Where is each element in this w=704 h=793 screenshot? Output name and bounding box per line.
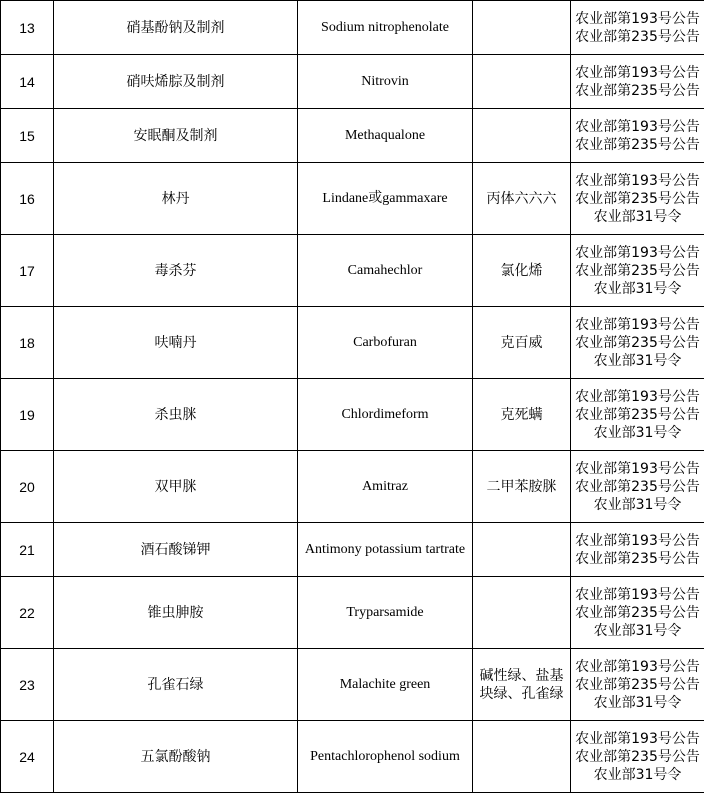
notice-line: 农业部第193号公告 xyxy=(571,10,704,28)
notice-references xyxy=(571,721,704,793)
chinese-name: 呋喃丹 xyxy=(54,307,298,379)
alias-name xyxy=(473,1,571,55)
notice-line: 农业部第193号公告 xyxy=(571,172,704,190)
row-number: 19 xyxy=(1,379,54,451)
notice-line: 农业部第193号公告 xyxy=(571,586,704,604)
notice-line: 农业部31号令 xyxy=(571,208,704,226)
notice-line: 农业部第193号公告 xyxy=(571,64,704,82)
notice-references xyxy=(571,1,704,55)
notice-line: 农业部第235号公告 xyxy=(571,748,704,766)
english-name: Chlordimeform xyxy=(298,379,473,451)
notice-line: 农业部第193号公告 xyxy=(571,244,704,262)
notice-line: 农业部第235号公告 xyxy=(571,82,704,100)
chinese-name: 酒石酸锑钾 xyxy=(54,523,298,577)
chinese-name: 硝呋烯腙及制剂 xyxy=(54,55,298,109)
english-name: Lindane或gammaxare xyxy=(298,163,473,235)
notice-references xyxy=(571,649,704,721)
row-number: 17 xyxy=(1,235,54,307)
english-name: Pentachlorophenol sodium xyxy=(298,721,473,793)
row-number: 15 xyxy=(1,109,54,163)
notice-line: 农业部31号令 xyxy=(571,694,704,712)
table-row xyxy=(1,307,704,379)
alias-name xyxy=(473,55,571,109)
row-number: 23 xyxy=(1,649,54,721)
table-row xyxy=(1,577,704,649)
row-number: 22 xyxy=(1,577,54,649)
english-name: Antimony potassium tartrate xyxy=(298,523,473,577)
table-row xyxy=(1,721,704,793)
table-row xyxy=(1,55,704,109)
notice-line: 农业部第193号公告 xyxy=(571,532,704,550)
chinese-name: 安眠酮及制剂 xyxy=(54,109,298,163)
notice-references xyxy=(571,55,704,109)
notice-references xyxy=(571,379,704,451)
table-row xyxy=(1,235,704,307)
row-number: 18 xyxy=(1,307,54,379)
notice-line: 农业部第235号公告 xyxy=(571,28,704,46)
alias-name: 丙体六六六 xyxy=(473,163,571,235)
table-row xyxy=(1,451,704,523)
notice-references xyxy=(571,235,704,307)
notice-line: 农业部第235号公告 xyxy=(571,334,704,352)
notice-line: 农业部第235号公告 xyxy=(571,136,704,154)
english-name: Malachite green xyxy=(298,649,473,721)
alias-name xyxy=(473,577,571,649)
chinese-name: 五氯酚酸钠 xyxy=(54,721,298,793)
notice-references xyxy=(571,577,704,649)
chinese-name: 杀虫脒 xyxy=(54,379,298,451)
chinese-name: 双甲脒 xyxy=(54,451,298,523)
chinese-name: 毒杀芬 xyxy=(54,235,298,307)
alias-name xyxy=(473,523,571,577)
english-name: Camahechlor xyxy=(298,235,473,307)
chinese-name: 林丹 xyxy=(54,163,298,235)
english-name: Tryparsamide xyxy=(298,577,473,649)
notice-line: 农业部第235号公告 xyxy=(571,262,704,280)
notice-line: 农业部第235号公告 xyxy=(571,604,704,622)
english-name: Sodium nitrophenolate xyxy=(298,1,473,55)
chinese-name: 锥虫胂胺 xyxy=(54,577,298,649)
notice-line: 农业部第235号公告 xyxy=(571,478,704,496)
row-number: 20 xyxy=(1,451,54,523)
notice-line: 农业部31号令 xyxy=(571,352,704,370)
alias-name xyxy=(473,109,571,163)
alias-name: 二甲苯胺脒 xyxy=(473,451,571,523)
notice-line: 农业部第193号公告 xyxy=(571,730,704,748)
row-number: 14 xyxy=(1,55,54,109)
notice-line: 农业部第235号公告 xyxy=(571,406,704,424)
notice-references xyxy=(571,451,704,523)
notice-references xyxy=(571,523,704,577)
english-name: Carbofuran xyxy=(298,307,473,379)
table-row xyxy=(1,1,704,55)
chinese-name: 孔雀石绿 xyxy=(54,649,298,721)
notice-references xyxy=(571,109,704,163)
english-name: Nitrovin xyxy=(298,55,473,109)
notice-line: 农业部31号令 xyxy=(571,496,704,514)
notice-references xyxy=(571,307,704,379)
alias-name xyxy=(473,721,571,793)
alias-name: 克百威 xyxy=(473,307,571,379)
notice-line: 农业部第193号公告 xyxy=(571,118,704,136)
notice-line: 农业部第193号公告 xyxy=(571,658,704,676)
table-row xyxy=(1,163,704,235)
notice-line: 农业部31号令 xyxy=(571,766,704,784)
notice-line: 农业部31号令 xyxy=(571,622,704,640)
notice-line: 农业部第235号公告 xyxy=(571,190,704,208)
chinese-name: 硝基酚钠及制剂 xyxy=(54,1,298,55)
row-number: 21 xyxy=(1,523,54,577)
row-number: 16 xyxy=(1,163,54,235)
table-row xyxy=(1,379,704,451)
notice-line: 农业部第235号公告 xyxy=(571,676,704,694)
notice-line: 农业部第193号公告 xyxy=(571,316,704,334)
alias-name: 克死螨 xyxy=(473,379,571,451)
table-body xyxy=(1,1,704,793)
alias-name: 氯化烯 xyxy=(473,235,571,307)
row-number: 13 xyxy=(1,1,54,55)
notice-line: 农业部第193号公告 xyxy=(571,388,704,406)
table-row xyxy=(1,649,704,721)
notice-line: 农业部第235号公告 xyxy=(571,550,704,568)
table-row xyxy=(1,523,704,577)
notice-references xyxy=(571,163,704,235)
table-row xyxy=(1,109,704,163)
alias-name: 碱性绿、盐基块绿、孔雀绿 xyxy=(473,649,571,721)
notice-line: 农业部31号令 xyxy=(571,424,704,442)
english-name: Amitraz xyxy=(298,451,473,523)
english-name: Methaqualone xyxy=(298,109,473,163)
row-number: 24 xyxy=(1,721,54,793)
notice-line: 农业部第193号公告 xyxy=(571,460,704,478)
notice-line: 农业部31号令 xyxy=(571,280,704,298)
